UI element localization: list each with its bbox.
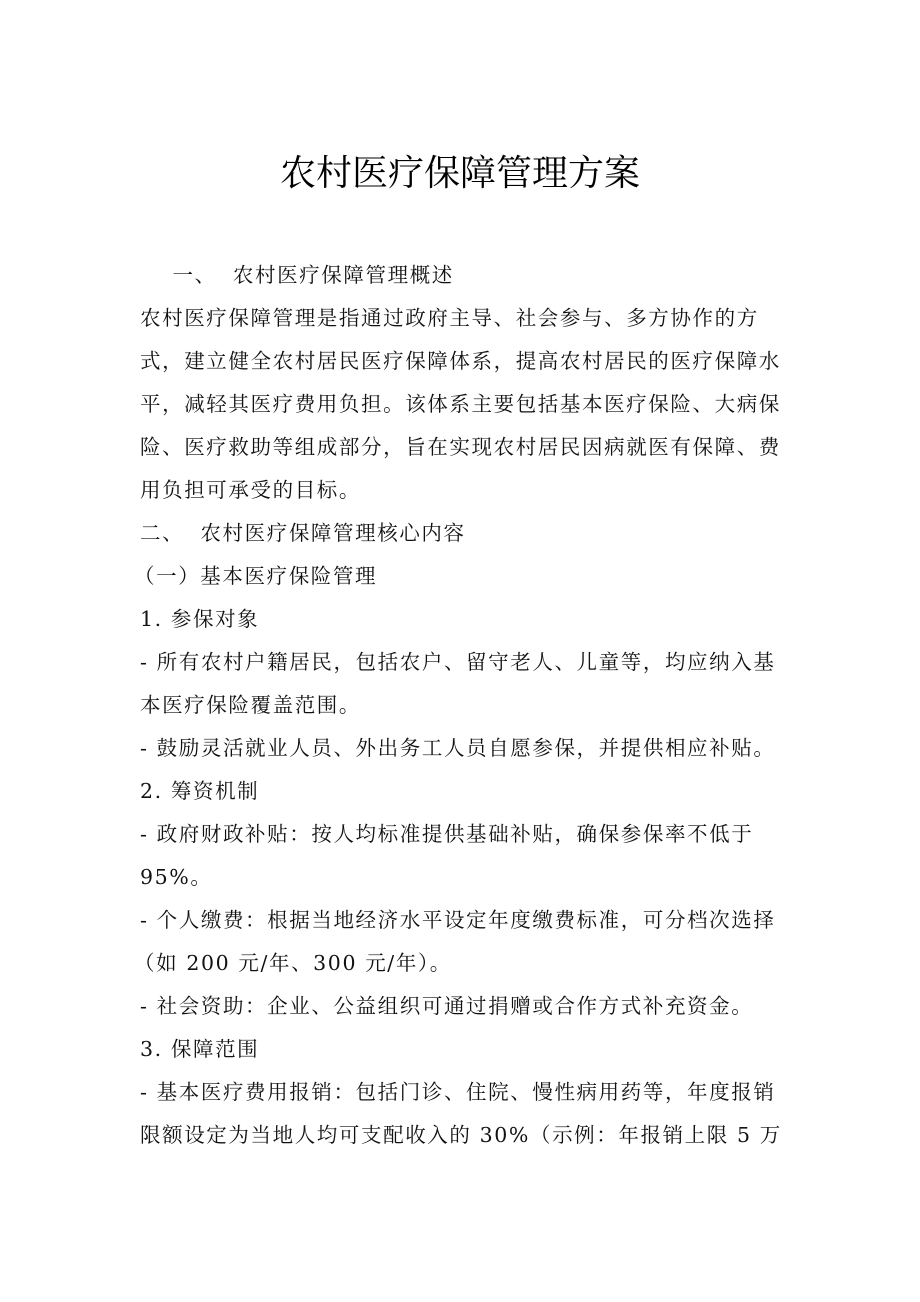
- document-body: [134, 254, 782, 1157]
- paragraph-line: 险、医疗救助等组成部分，旨在实现农村居民因病就医有保障、费: [140, 435, 781, 459]
- paragraph-line: 农村医疗保障管理是指通过政府主导、社会参与、多方协作的方: [140, 306, 759, 330]
- bullet-line: - 所有农村户籍居民，包括农户、留守老人、儿童等，均应纳入基: [140, 650, 776, 674]
- paragraph-line: 平，减轻其医疗费用负担。该体系主要包括基本医疗保险、大病保: [140, 392, 781, 416]
- section-heading-overview: 一、 农村医疗保障管理概述: [140, 263, 454, 287]
- bullet-line: - 政府财政补贴：按人均标准提供基础补贴，确保参保率不低于: [140, 822, 754, 846]
- subsection-heading-basic-insurance: （一）基本医疗保险管理: [134, 564, 378, 588]
- document-title: 农村医疗保障管理方案: [279, 153, 640, 194]
- bullet-line: 95%。: [140, 865, 213, 889]
- bullet-line: - 个人缴费：根据当地经济水平设定年度缴费标准，可分档次选择: [140, 908, 776, 932]
- item-heading-coverage: 3. 保障范围: [140, 1037, 260, 1061]
- bullet-line: - 基本医疗费用报销：包括门诊、住院、慢性病用药等，年度报销: [140, 1080, 776, 1104]
- section-heading-core-content: 二、 农村医疗保障管理核心内容: [140, 521, 466, 545]
- item-heading-enrollment: 1. 参保对象: [140, 607, 260, 631]
- item-heading-funding: 2. 筹资机制: [140, 779, 260, 803]
- bullet-line: 本医疗保险覆盖范围。: [140, 693, 361, 717]
- paragraph-line: 式，建立健全农村居民医疗保障体系，提高农村居民的医疗保障水: [140, 349, 781, 373]
- paragraph-line: 用负担可承受的目标。: [140, 478, 361, 502]
- bullet-line: - 社会资助：企业、公益组织可通过捐赠或合作方式补充资金。: [140, 994, 754, 1018]
- bullet-line: 限额设定为当地人均可支配收入的 30%（示例：年报销上限 5 万: [140, 1123, 782, 1147]
- bullet-line: - 鼓励灵活就业人员、外出务工人员自愿参保，并提供相应补贴。: [140, 736, 776, 760]
- bullet-line: （如 200 元/年、300 元/年）。: [134, 951, 452, 975]
